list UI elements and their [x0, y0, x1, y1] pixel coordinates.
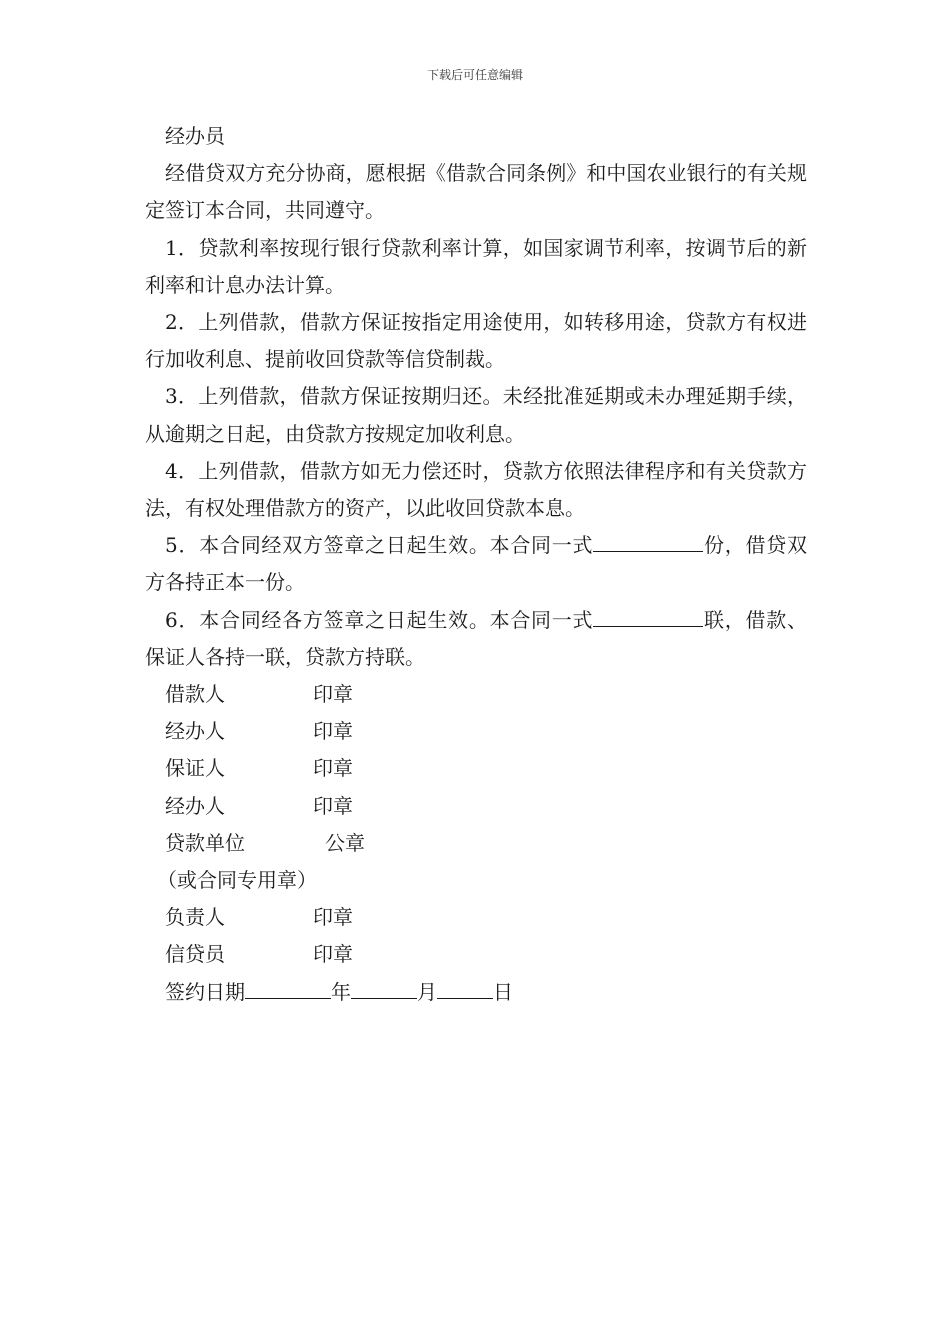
signature-row-guarantor — [145, 750, 807, 787]
page-header: 下载后可任意编辑 — [426, 68, 523, 82]
month-blank[interactable] — [351, 976, 417, 999]
signature-label: 经办人 — [165, 793, 225, 818]
year-label: 年 — [331, 979, 351, 1004]
seal-label: 印章 — [313, 905, 353, 930]
clerk-heading: 经办员 — [165, 124, 225, 148]
seal-label: 印章 — [313, 793, 353, 818]
signature-label: 贷款单位 — [165, 830, 245, 855]
day-label: 日 — [493, 979, 513, 1004]
clause-3: 3．上列借款，借款方保证按期归还。未经批准延期或未办理延期手续，从逾期之日起，由贷款方按规定加收利息。 — [145, 384, 807, 446]
clause-6 — [145, 602, 807, 676]
signature-row-lender — [145, 825, 807, 862]
seal-label: 印章 — [313, 719, 353, 744]
signature-label: 保证人 — [165, 756, 225, 781]
seal-label: 公章 — [325, 830, 365, 855]
clause-5-text-a: 5．本合同经双方签章之日起生效。本合同一式 — [165, 533, 594, 558]
signature-row-handler — [145, 713, 807, 750]
signature-row-credit-officer — [145, 936, 807, 973]
clause-6-text-a: 6．本合同经各方签章之日起生效。本合同一式 — [165, 607, 594, 632]
contract-body — [145, 118, 807, 1011]
signature-label: 信贷员 — [165, 942, 225, 967]
seal-label: 印章 — [313, 682, 353, 707]
seal-label: 印章 — [313, 942, 353, 967]
contract-seal-note: （或合同专用章） — [157, 868, 317, 893]
signature-label: 借款人 — [165, 682, 225, 707]
clause-4: 4．上列借款，借款方如无力偿还时，贷款方依照法律程序和有关贷款方法，有权处理借款方的资产，以此收回贷款本息。 — [145, 458, 807, 521]
signing-date-label: 签约日期 — [165, 979, 245, 1004]
signature-row-borrower — [145, 676, 807, 713]
intro-paragraph: 经借贷双方充分协商，愿根据《借款合同条例》和中国农业银行的有关规定签订本合同，共同遵守。 — [145, 161, 807, 223]
signature-label: 负责人 — [165, 905, 225, 930]
year-blank[interactable] — [245, 976, 331, 999]
signature-label: 经办人 — [165, 719, 225, 744]
month-label: 月 — [417, 979, 437, 1004]
signing-date-row — [145, 974, 807, 1011]
clause-1: 1．贷款利率按现行银行贷款利率计算，如国家调节利率，按调节后的新利率和计息办法计算。 — [145, 235, 807, 297]
counterparts-blank[interactable] — [593, 604, 703, 627]
clause-5 — [145, 527, 807, 601]
clause-5-text-b: 份，借贷双方各持正本一份。 — [145, 533, 808, 595]
signature-row-handler-2 — [145, 788, 807, 825]
seal-label: 印章 — [313, 756, 353, 781]
day-blank[interactable] — [437, 976, 493, 999]
clause-6-text-b: 联，借款、保证人各持一联，贷款方持联。 — [145, 607, 808, 669]
copies-blank[interactable] — [593, 529, 703, 552]
clause-2: 2．上列借款，借款方保证按指定用途使用，如转移用途，贷款方有权进行加收利息、提前收回贷款等信贷制裁。 — [145, 310, 807, 372]
signature-row-manager — [145, 899, 807, 936]
